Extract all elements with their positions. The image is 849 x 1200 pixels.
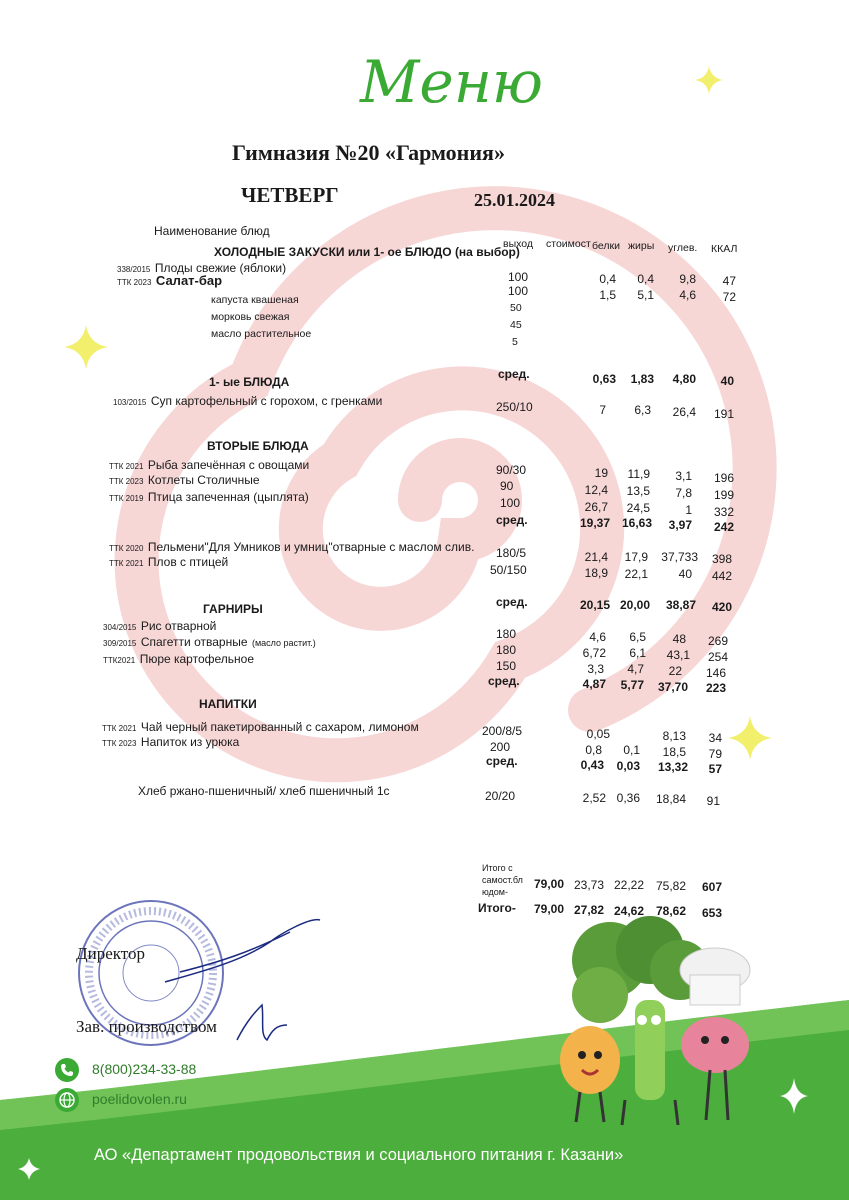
- fat-value: 24,5: [626, 501, 650, 515]
- production-label: Зав. производством: [76, 1017, 217, 1036]
- recipe-code: 103/2015: [113, 398, 147, 407]
- carbs-value: 26,4: [672, 405, 696, 419]
- ingredient-name: масло растительное: [211, 328, 312, 340]
- avg-kcal: 57: [708, 762, 722, 776]
- kcal-value: 398: [711, 552, 732, 566]
- avg-carbs: 38,87: [665, 598, 696, 612]
- avg-fat: 0,03: [616, 759, 640, 773]
- footer-organization: АО «Департамент продовольствия и социального питания г. Казани»: [94, 1146, 624, 1164]
- fat-value: 17,9: [624, 550, 648, 564]
- section-cold: ХОЛОДНЫЕ ЗАКУСКИ или 1- ое БЛЮДО (на выбор): [214, 245, 520, 259]
- col-protein: белки: [592, 240, 620, 252]
- avg-protein: 0,63: [592, 372, 616, 386]
- total-cost: 79,00: [533, 877, 564, 891]
- avg-kcal: 223: [705, 681, 726, 695]
- protein-value: 0,05: [586, 727, 610, 741]
- kcal-value: 199: [713, 488, 734, 502]
- col-fat: жиры: [628, 240, 655, 252]
- menu-title: Меню: [360, 48, 543, 116]
- avg-label: сред.: [486, 754, 518, 768]
- dish-name: Плов с птицей: [147, 555, 229, 569]
- recipe-code: 338/2015: [117, 265, 151, 274]
- avg-label: сред.: [496, 513, 528, 527]
- protein-value: 2,52: [582, 791, 606, 805]
- carbs-value: 37,733: [661, 550, 698, 564]
- kcal-value: 91: [706, 794, 720, 808]
- dish-output: 100: [500, 496, 521, 510]
- fat-value: 0,4: [637, 272, 654, 286]
- dish-output: 200: [490, 740, 511, 754]
- kcal-value: 47: [722, 274, 736, 288]
- fat-value: 11,9: [627, 467, 650, 481]
- avg-fat: 16,63: [621, 516, 652, 530]
- total-fat: 24,62: [613, 904, 644, 918]
- kcal-value: 254: [707, 650, 728, 664]
- dish-output: 180: [496, 643, 517, 657]
- dish-output: 100: [508, 270, 529, 284]
- recipe-code: ТТК 2023: [117, 278, 152, 287]
- recipe-code: 304/2015: [103, 623, 137, 632]
- ingredient-name: морковь свежая: [211, 311, 290, 323]
- ingredient-output: 45: [510, 319, 522, 331]
- school-name: Гимназия №20 «Гармония»: [232, 140, 505, 165]
- protein-value: 4,6: [589, 630, 606, 644]
- total-label-line: Итого с: [482, 863, 513, 873]
- dish-name: Птица запеченная (цыплята): [147, 490, 309, 504]
- protein-value: 6,72: [582, 646, 606, 660]
- protein-value: 12,4: [584, 483, 608, 497]
- kcal-value: 72: [722, 290, 736, 304]
- protein-value: 26,7: [584, 500, 608, 514]
- dish-output: 180: [496, 627, 517, 641]
- carbs-value: 7,8: [675, 486, 692, 500]
- total-protein: 27,82: [573, 903, 604, 917]
- fat-value: 0,1: [623, 743, 640, 757]
- avg-carbs: 3,97: [668, 518, 692, 532]
- recipe-code: 309/2015: [103, 639, 137, 648]
- star-icon: [780, 1078, 808, 1114]
- phone-icon: [55, 1058, 79, 1082]
- col-cost: стоимост: [546, 238, 591, 250]
- protein-value: 3,3: [587, 662, 604, 676]
- dish-output: 20/20: [485, 789, 516, 803]
- kcal-value: 442: [711, 569, 732, 583]
- dish-output: 150: [496, 659, 517, 673]
- dish-output: 180/5: [496, 546, 527, 560]
- kcal-value: 196: [713, 471, 734, 485]
- director-signature: [160, 912, 330, 992]
- fat-value: 6,3: [634, 403, 651, 417]
- fat-value: 6,5: [629, 630, 646, 644]
- avg-protein: 19,37: [579, 516, 610, 530]
- carbs-value: 8,13: [662, 729, 686, 743]
- dish-name: Пюре картофельное: [139, 652, 255, 666]
- avg-label: сред.: [496, 595, 528, 609]
- protein-value: 19: [594, 466, 608, 480]
- protein-value: 1,5: [599, 288, 616, 302]
- fat-value: 4,7: [627, 662, 644, 676]
- section-first: 1- ые БЛЮДА: [209, 375, 290, 389]
- avg-fat: 1,83: [630, 372, 654, 386]
- fat-value: 5,1: [637, 288, 654, 302]
- dish-name: Суп картофельный с горохом, с гренками: [150, 394, 383, 408]
- kcal-value: 146: [705, 666, 726, 680]
- protein-value: 0,8: [585, 743, 602, 757]
- avg-carbs: 4,80: [672, 372, 696, 386]
- bread-name: Хлеб ржано-пшеничный/ хлеб пшеничный 1с: [138, 784, 390, 798]
- kcal-value: 79: [708, 747, 722, 761]
- avg-fat: 20,00: [619, 598, 650, 612]
- production-signature: [232, 1000, 292, 1050]
- recipe-code: ТТК 2021: [109, 462, 144, 471]
- dish-note: (масло растит.): [251, 638, 316, 648]
- dish-output: 100: [508, 284, 529, 298]
- dish-output: 250/10: [496, 400, 533, 414]
- recipe-code: ТТК 2021: [102, 724, 137, 733]
- ingredient-output: 5: [512, 336, 518, 348]
- director-label: Директор: [76, 944, 145, 963]
- section-second: ВТОРЫЕ БЛЮДА: [207, 439, 309, 453]
- protein-value: 7: [599, 403, 606, 417]
- fat-value: 0,36: [616, 791, 640, 805]
- total-label-line: юдом-: [482, 887, 508, 897]
- kcal-value: 269: [707, 634, 728, 648]
- phone-number[interactable]: 8(800)234-33-88: [92, 1061, 197, 1077]
- star-icon: [18, 1158, 40, 1180]
- carbs-value: 22: [668, 664, 682, 678]
- dish-name: Чай черный пакетированный с сахаром, лимоном: [140, 720, 419, 734]
- carbs-value: 43,1: [666, 648, 690, 662]
- dish-output: 90: [500, 479, 514, 493]
- fat-value: 13,5: [626, 484, 650, 498]
- avg-kcal: 40: [720, 374, 734, 388]
- recipe-code: ТТК 2023: [102, 739, 137, 748]
- carbs-value: 3,1: [675, 469, 692, 483]
- dish-name: Напиток из урюка: [140, 735, 240, 749]
- total-label-line: самост.бл: [482, 875, 523, 885]
- avg-protein: 0,43: [580, 758, 604, 772]
- weekday: ЧЕТВЕРГ: [241, 183, 339, 207]
- kcal-value: 34: [708, 731, 722, 745]
- avg-fat: 5,77: [620, 678, 644, 692]
- total-protein: 23,73: [573, 878, 604, 892]
- col-output: выход: [503, 238, 533, 250]
- col-name: Наименование блюд: [154, 224, 270, 238]
- total-kcal: 607: [701, 880, 722, 894]
- avg-kcal: 242: [713, 520, 734, 534]
- carbs-value: 40: [678, 567, 692, 581]
- avg-carbs: 37,70: [657, 680, 688, 694]
- dish-name: Салат-бар: [155, 273, 223, 288]
- carbs-value: 18,5: [662, 745, 686, 759]
- dish-name: Котлеты Столичные: [147, 473, 260, 487]
- dish-name: Пельмени"Для Умников и умниц"отварные с маслом слив.: [147, 540, 475, 554]
- dish-output: 50/150: [490, 563, 527, 577]
- ingredient-output: 50: [510, 302, 522, 314]
- recipe-code: ТТК 2023: [109, 477, 144, 486]
- carbs-value: 4,6: [679, 288, 696, 302]
- avg-carbs: 13,32: [657, 760, 688, 774]
- carbs-value: 48: [672, 632, 686, 646]
- dish-name: Спагетти отварные: [140, 635, 248, 649]
- recipe-code: ТТК2021: [103, 656, 136, 665]
- recipe-code: ТТК 2021: [109, 559, 144, 568]
- total-carbs: 78,62: [655, 904, 686, 918]
- carbs-value: 1: [685, 503, 692, 517]
- website-link[interactable]: poelidovolen.ru: [92, 1091, 187, 1107]
- total-cost: 79,00: [533, 902, 564, 916]
- kcal-value: 191: [713, 407, 734, 421]
- carbs-value: 18,84: [655, 792, 686, 806]
- dish-output: 90/30: [496, 463, 527, 477]
- total-label-2: Итого-: [478, 901, 516, 915]
- avg-label: сред.: [498, 367, 530, 381]
- col-kcal: ККАЛ: [711, 243, 738, 255]
- fat-value: 22,1: [624, 567, 648, 581]
- dish-name: Рыба запечённая с овощами: [147, 458, 310, 472]
- menu-date: 25.01.2024: [474, 190, 555, 210]
- dish-name: Плоды свежие (яблоки): [154, 261, 287, 275]
- ingredient-name: капуста квашеная: [211, 294, 299, 306]
- dish-name: Рис отварной: [140, 619, 217, 633]
- total-kcal: 653: [701, 906, 722, 920]
- total-carbs: 75,82: [655, 879, 686, 893]
- avg-protein: 4,87: [582, 677, 606, 691]
- avg-protein: 20,15: [579, 598, 610, 612]
- protein-value: 18,9: [584, 566, 608, 580]
- col-carbs: углев.: [668, 242, 698, 254]
- avg-label: сред.: [488, 674, 520, 688]
- globe-icon: [55, 1088, 79, 1112]
- protein-value: 0,4: [599, 272, 616, 286]
- recipe-code: ТТК 2019: [109, 494, 144, 503]
- avg-kcal: 420: [711, 600, 732, 614]
- fat-value: 6,1: [629, 646, 646, 660]
- vegetable-mascots-illustration: [530, 910, 780, 1130]
- recipe-code: ТТК 2020: [109, 544, 144, 553]
- dish-output: 200/8/5: [482, 724, 523, 738]
- protein-value: 21,4: [584, 550, 608, 564]
- section-drinks: НАПИТКИ: [199, 697, 257, 711]
- section-garnish: ГАРНИРЫ: [203, 602, 263, 616]
- total-fat: 22,22: [613, 878, 644, 892]
- kcal-value: 332: [713, 505, 734, 519]
- carbs-value: 9,8: [679, 272, 696, 286]
